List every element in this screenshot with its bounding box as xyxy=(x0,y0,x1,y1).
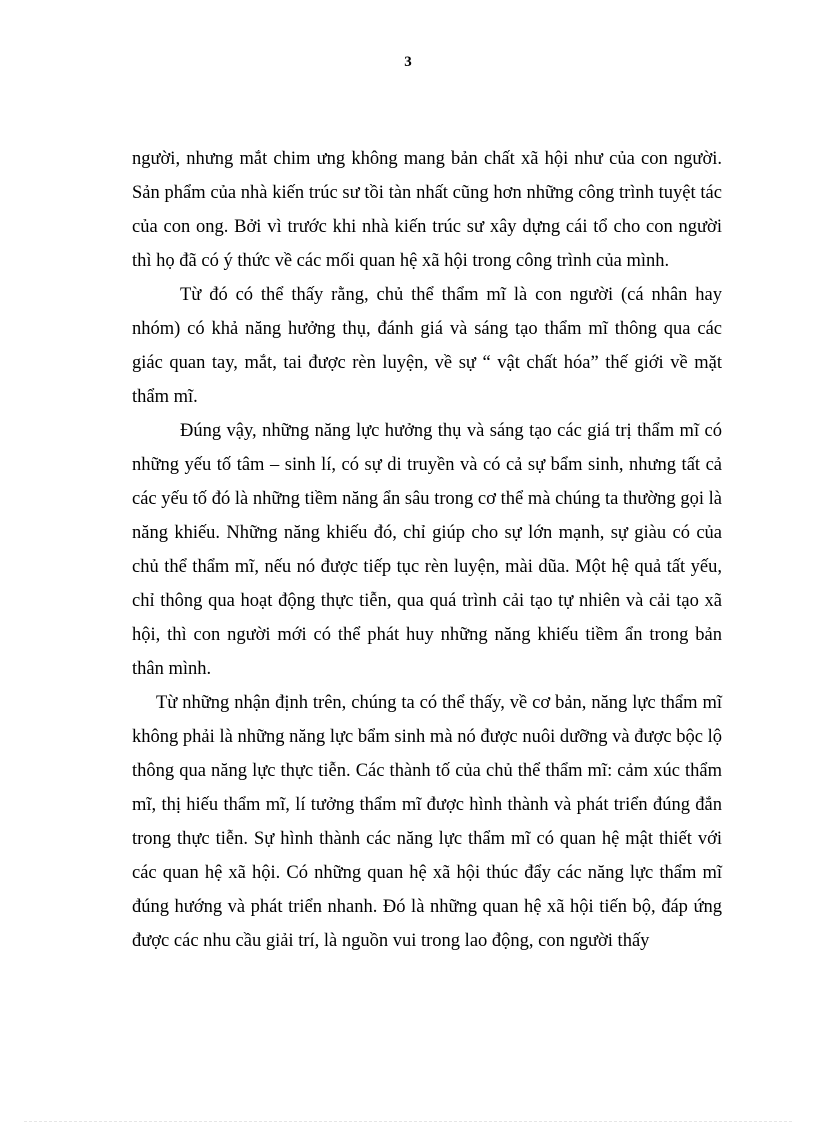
page-bottom-divider xyxy=(24,1121,792,1122)
paragraph-2: Từ đó có thể thấy rằng, chủ thể thẩm mĩ là con người (cá nhân hay nhóm) có khả năng hưởng thụ, đánh giá và sáng tạo thẩm mĩ thông qua các giác quan tay, mắt, tai được rèn luyện, về sự “ vật chất hóa” thế giới về mặt thẩm mĩ. xyxy=(132,285,722,407)
paragraph-4: Từ những nhận định trên, chúng ta có thể thấy, về cơ bản, năng lực thẩm mĩ không phải là những năng lực bẩm sinh mà nó được nuôi dưỡng và được bộc lộ thông qua năng lực thực tiễn. Các thành tố của chủ thể thẩm mĩ: cảm xúc thẩm mĩ, thị hiếu thẩm mĩ, lí tưởng thẩm mĩ được hình thành và phát triển đúng đắn trong thực tiễn. Sự hình thành các năng lực thẩm mĩ có quan hệ mật thiết với các quan hệ xã hội. Có những quan hệ xã hội thúc đẩy các năng lực thẩm mĩ đúng hướng và phát triển nhanh. Đó là những quan hệ xã hội tiến bộ, đáp ứng được các nhu cầu giải trí, là nguồn vui trong lao động, con người thấy xyxy=(132,693,722,951)
paragraph-3: Đúng vậy, những năng lực hưởng thụ và sáng tạo các giá trị thẩm mĩ có những yếu tố tâm – sinh lí, có sự di truyền và có cả sự bẩm sinh, nhưng tất cả các yếu tố đó là những tiềm năng ẩn sâu trong cơ thể mà chúng ta thường gọi là năng khiếu. Những năng khiếu đó, chỉ giúp cho sự lớn mạnh, sự giàu có của chủ thể thẩm mĩ, nếu nó được tiếp tục rèn luyện, mài dũa. Một hệ quả tất yếu, chỉ thông qua hoạt động thực tiễn, qua quá trình cải tạo tự nhiên và cải tạo xã hội, thì con người mới có thể phát huy những năng khiếu tiềm ẩn trong bản thân mình. xyxy=(132,421,722,679)
body-text xyxy=(132,142,722,958)
page-number: 3 xyxy=(404,54,412,70)
paragraph-1: người, nhưng mắt chim ưng không mang bản chất xã hội như của con người. Sản phẩm của nhà kiến trúc sư tồi tàn nhất cũng hơn những công trình tuyệt tác của con ong. Bởi vì trước khi nhà kiến trúc sư xây dựng cái tổ cho con người thì họ đã có ý thức về các mối quan hệ xã hội trong công trình của mình. xyxy=(132,149,722,271)
